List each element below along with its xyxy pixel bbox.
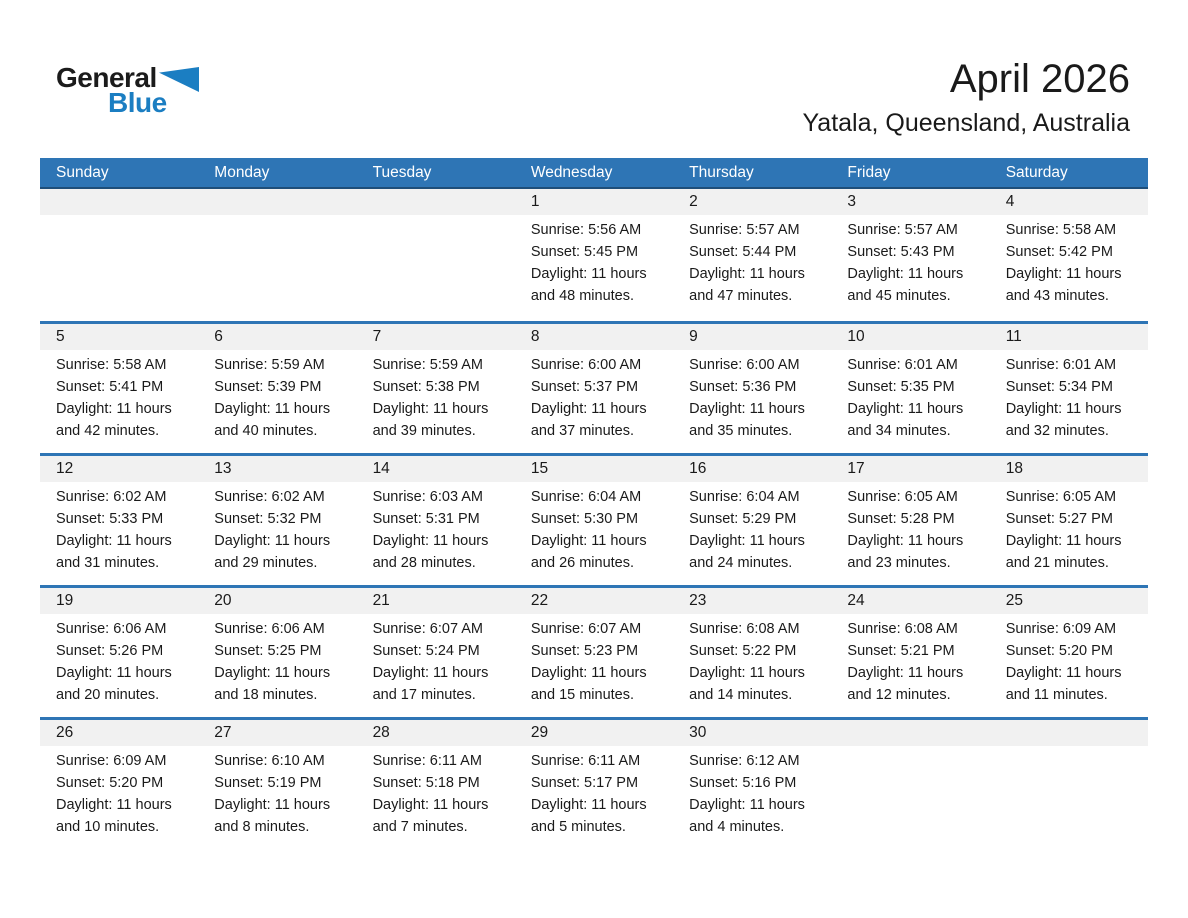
day-details <box>673 350 831 442</box>
day-details <box>198 350 356 442</box>
day-details <box>198 482 356 574</box>
day-number: 20 <box>198 588 356 614</box>
sunset-text: Sunset: 5:22 PM <box>689 643 797 659</box>
day-cell-1 <box>515 189 673 321</box>
daylight-text-line1: Daylight: 11 hours <box>689 266 805 282</box>
sunrise-text: Sunrise: 6:09 AM <box>1005 621 1117 637</box>
daylight-text-line1: Daylight: 11 hours <box>372 665 489 681</box>
day-details <box>357 215 515 219</box>
daylight-text-line1: Daylight: 11 hours <box>214 797 331 813</box>
day-cell-4 <box>990 189 1148 321</box>
day-cell-30 <box>673 720 831 849</box>
day-number: 17 <box>831 456 989 482</box>
empty-day-cell <box>357 189 515 321</box>
day-details <box>357 614 515 706</box>
daylight-text-line2: and 8 minutes. <box>214 819 310 835</box>
day-number: 6 <box>198 324 356 350</box>
day-number <box>198 189 356 215</box>
logo-line-2 <box>108 89 199 117</box>
day-number: 7 <box>357 324 515 350</box>
day-details <box>990 215 1148 307</box>
sunrise-text: Sunrise: 6:06 AM <box>214 621 325 637</box>
sunrise-text: Sunrise: 6:12 AM <box>689 753 800 769</box>
daylight-text-line2: and 31 minutes. <box>56 555 160 571</box>
empty-day-cell <box>990 720 1148 849</box>
day-number: 21 <box>357 588 515 614</box>
daylight-text-line1: Daylight: 11 hours <box>689 533 805 549</box>
day-number: 28 <box>357 720 515 746</box>
day-number: 25 <box>990 588 1148 614</box>
day-details <box>673 482 831 574</box>
sunset-text: Sunset: 5:43 PM <box>847 244 955 260</box>
day-number: 23 <box>673 588 831 614</box>
sunrise-text: Sunrise: 5:57 AM <box>689 222 800 238</box>
day-cell-15 <box>515 456 673 585</box>
day-cell-8 <box>515 324 673 453</box>
day-cell-29 <box>515 720 673 849</box>
sunset-text: Sunset: 5:44 PM <box>689 244 797 260</box>
day-details <box>198 614 356 706</box>
sunset-text: Sunset: 5:28 PM <box>847 511 955 527</box>
sunrise-text: Sunrise: 5:57 AM <box>847 222 958 238</box>
daylight-text-line1: Daylight: 11 hours <box>214 401 331 417</box>
daylight-text-line1: Daylight: 11 hours <box>847 665 964 681</box>
day-details <box>40 482 198 574</box>
general-blue-logo <box>56 64 199 117</box>
day-details <box>990 746 1148 750</box>
weekday-header-wednesday: Wednesday <box>530 164 613 181</box>
day-number: 4 <box>990 189 1148 215</box>
daylight-text-line1: Daylight: 11 hours <box>56 533 172 549</box>
day-details <box>357 482 515 574</box>
day-number: 13 <box>198 456 356 482</box>
sunrise-text: Sunrise: 6:01 AM <box>1005 357 1117 373</box>
sunset-text: Sunset: 5:25 PM <box>214 643 322 659</box>
daylight-text-line1: Daylight: 11 hours <box>372 797 489 813</box>
day-cell-6 <box>198 324 356 453</box>
day-details <box>357 746 515 838</box>
sunset-text: Sunset: 5:32 PM <box>214 511 322 527</box>
day-number: 19 <box>40 588 198 614</box>
day-details <box>673 746 831 838</box>
daylight-text-line2: and 40 minutes. <box>214 423 318 439</box>
location-subtitle: Yatala, Queensland, Australia <box>802 109 1130 137</box>
day-number <box>40 189 198 215</box>
daylight-text-line1: Daylight: 11 hours <box>56 401 172 417</box>
sunrise-text: Sunrise: 6:11 AM <box>530 753 641 769</box>
sunset-text: Sunset: 5:20 PM <box>56 775 164 791</box>
daylight-text-line2: and 10 minutes. <box>56 819 160 835</box>
sunset-text: Sunset: 5:18 PM <box>372 775 480 791</box>
sunrise-text: Sunrise: 6:05 AM <box>1005 489 1117 505</box>
sunset-text: Sunset: 5:37 PM <box>530 379 639 395</box>
title-block <box>802 58 1130 138</box>
page-header <box>40 0 1148 158</box>
week-row-2 <box>40 321 1148 453</box>
empty-day-cell <box>831 720 989 849</box>
day-details <box>831 614 989 706</box>
day-details <box>831 215 989 307</box>
day-cell-24 <box>831 588 989 717</box>
day-cell-21 <box>357 588 515 717</box>
sunset-text: Sunset: 5:19 PM <box>214 775 322 791</box>
daylight-text-line1: Daylight: 11 hours <box>847 533 964 549</box>
sunrise-text: Sunrise: 6:10 AM <box>214 753 325 769</box>
week-row-4 <box>40 585 1148 717</box>
day-cell-10 <box>831 324 989 453</box>
day-number: 1 <box>515 189 673 215</box>
day-cell-5 <box>40 324 198 453</box>
day-cell-9 <box>673 324 831 453</box>
daylight-text-line2: and 26 minutes. <box>530 555 635 571</box>
daylight-text-line2: and 48 minutes. <box>530 288 635 304</box>
month-title: April 2026 <box>949 57 1130 101</box>
sunrise-text: Sunrise: 6:07 AM <box>530 621 642 637</box>
daylight-text-line2: and 42 minutes. <box>56 423 160 439</box>
day-details <box>357 350 515 442</box>
day-cell-13 <box>198 456 356 585</box>
daylight-text-line1: Daylight: 11 hours <box>372 401 489 417</box>
day-number: 29 <box>515 720 673 746</box>
day-details <box>198 746 356 838</box>
daylight-text-line2: and 11 minutes. <box>1005 687 1108 703</box>
daylight-text-line2: and 39 minutes. <box>372 423 476 439</box>
day-cell-18 <box>990 456 1148 585</box>
day-cell-28 <box>357 720 515 849</box>
sunset-text: Sunset: 5:42 PM <box>1005 244 1113 260</box>
week-row-5 <box>40 717 1148 849</box>
day-details <box>40 746 198 838</box>
day-cell-27 <box>198 720 356 849</box>
calendar-weeks <box>40 189 1148 849</box>
sunrise-text: Sunrise: 6:04 AM <box>689 489 800 505</box>
day-details <box>40 614 198 706</box>
daylight-text-line2: and 45 minutes. <box>847 288 951 304</box>
daylight-text-line1: Daylight: 11 hours <box>689 797 805 813</box>
day-cell-2 <box>673 189 831 321</box>
sunrise-text: Sunrise: 6:00 AM <box>689 357 800 373</box>
sunrise-text: Sunrise: 5:58 AM <box>1005 222 1117 238</box>
weekday-header-saturday: Saturday <box>1005 164 1068 181</box>
daylight-text-line2: and 18 minutes. <box>214 687 318 703</box>
daylight-text-line2: and 47 minutes. <box>689 288 793 304</box>
daylight-text-line2: and 12 minutes. <box>847 687 951 703</box>
daylight-text-line2: and 28 minutes. <box>372 555 476 571</box>
daylight-text-line1: Daylight: 11 hours <box>530 665 647 681</box>
day-number: 11 <box>990 324 1148 350</box>
day-details <box>40 350 198 442</box>
day-number: 22 <box>515 588 673 614</box>
day-details <box>673 614 831 706</box>
sunrise-text: Sunrise: 6:02 AM <box>56 489 167 505</box>
weekday-header-monday: Monday <box>214 164 270 181</box>
day-details <box>515 614 673 706</box>
weekday-header-sunday: Sunday <box>56 164 109 181</box>
sunset-text: Sunset: 5:35 PM <box>847 379 955 395</box>
day-cell-19 <box>40 588 198 717</box>
sunrise-text: Sunrise: 6:01 AM <box>847 357 958 373</box>
day-number: 24 <box>831 588 989 614</box>
sunset-text: Sunset: 5:20 PM <box>1005 643 1113 659</box>
daylight-text-line1: Daylight: 11 hours <box>56 665 172 681</box>
day-number: 15 <box>515 456 673 482</box>
day-number <box>831 720 989 746</box>
daylight-text-line2: and 5 minutes. <box>530 819 626 835</box>
daylight-text-line2: and 32 minutes. <box>1005 423 1109 439</box>
weekday-header-friday: Friday <box>847 164 891 181</box>
weekday-header-row <box>40 158 1148 189</box>
daylight-text-line2: and 43 minutes. <box>1005 288 1109 304</box>
daylight-text-line2: and 4 minutes. <box>689 819 785 835</box>
day-details <box>673 215 831 307</box>
day-cell-16 <box>673 456 831 585</box>
daylight-text-line2: and 7 minutes. <box>372 819 468 835</box>
sunrise-text: Sunrise: 6:11 AM <box>372 753 482 769</box>
daylight-text-line1: Daylight: 11 hours <box>214 665 331 681</box>
day-number: 27 <box>198 720 356 746</box>
daylight-text-line2: and 29 minutes. <box>214 555 318 571</box>
sunrise-text: Sunrise: 5:59 AM <box>372 357 483 373</box>
daylight-text-line1: Daylight: 11 hours <box>530 533 647 549</box>
sunset-text: Sunset: 5:36 PM <box>689 379 797 395</box>
daylight-text-line1: Daylight: 11 hours <box>689 401 805 417</box>
daylight-text-line1: Daylight: 11 hours <box>56 797 172 813</box>
sunset-text: Sunset: 5:27 PM <box>1005 511 1113 527</box>
day-details <box>990 350 1148 442</box>
day-details <box>515 746 673 838</box>
day-details <box>831 350 989 442</box>
day-details <box>515 482 673 574</box>
day-number: 26 <box>40 720 198 746</box>
daylight-text-line2: and 15 minutes. <box>530 687 635 703</box>
daylight-text-line2: and 24 minutes. <box>689 555 793 571</box>
day-number: 2 <box>673 189 831 215</box>
daylight-text-line1: Daylight: 11 hours <box>1005 665 1122 681</box>
daylight-text-line2: and 17 minutes. <box>372 687 476 703</box>
logo-text-blue: Blue <box>108 87 167 118</box>
sunrise-text: Sunrise: 6:04 AM <box>530 489 642 505</box>
weekday-header-thursday: Thursday <box>689 164 754 181</box>
sunset-text: Sunset: 5:31 PM <box>372 511 480 527</box>
day-cell-3 <box>831 189 989 321</box>
sunrise-text: Sunrise: 6:02 AM <box>214 489 325 505</box>
daylight-text-line2: and 35 minutes. <box>689 423 793 439</box>
sunrise-text: Sunrise: 6:05 AM <box>847 489 958 505</box>
daylight-text-line2: and 37 minutes. <box>530 423 635 439</box>
daylight-text-line1: Daylight: 11 hours <box>214 533 331 549</box>
day-details <box>831 746 989 750</box>
day-number: 30 <box>673 720 831 746</box>
day-number <box>357 189 515 215</box>
day-number: 18 <box>990 456 1148 482</box>
sunrise-text: Sunrise: 5:58 AM <box>56 357 167 373</box>
day-number: 8 <box>515 324 673 350</box>
sunset-text: Sunset: 5:17 PM <box>530 775 639 791</box>
weekday-header-tuesday: Tuesday <box>372 164 432 181</box>
day-number: 10 <box>831 324 989 350</box>
sunrise-text: Sunrise: 5:59 AM <box>214 357 325 373</box>
logo-text-general: General <box>56 62 157 93</box>
daylight-text-line1: Daylight: 11 hours <box>847 401 964 417</box>
sunset-text: Sunset: 5:30 PM <box>530 511 639 527</box>
sunrise-text: Sunrise: 6:08 AM <box>847 621 958 637</box>
day-number: 14 <box>357 456 515 482</box>
day-cell-26 <box>40 720 198 849</box>
day-number: 16 <box>673 456 831 482</box>
sunset-text: Sunset: 5:23 PM <box>530 643 639 659</box>
sunset-text: Sunset: 5:24 PM <box>372 643 480 659</box>
sunrise-text: Sunrise: 6:03 AM <box>372 489 483 505</box>
daylight-text-line1: Daylight: 11 hours <box>1005 266 1122 282</box>
daylight-text-line1: Daylight: 11 hours <box>1005 401 1122 417</box>
day-number: 12 <box>40 456 198 482</box>
sunset-text: Sunset: 5:34 PM <box>1005 379 1113 395</box>
day-cell-7 <box>357 324 515 453</box>
sunrise-text: Sunrise: 6:06 AM <box>56 621 167 637</box>
daylight-text-line1: Daylight: 11 hours <box>372 533 489 549</box>
sunset-text: Sunset: 5:38 PM <box>372 379 480 395</box>
sunrise-text: Sunrise: 6:08 AM <box>689 621 800 637</box>
daylight-text-line1: Daylight: 11 hours <box>530 401 647 417</box>
sunset-text: Sunset: 5:16 PM <box>689 775 797 791</box>
sunrise-text: Sunrise: 6:09 AM <box>56 753 167 769</box>
sunset-text: Sunset: 5:39 PM <box>214 379 322 395</box>
day-number: 9 <box>673 324 831 350</box>
daylight-text-line2: and 34 minutes. <box>847 423 951 439</box>
day-cell-11 <box>990 324 1148 453</box>
daylight-text-line2: and 20 minutes. <box>56 687 160 703</box>
daylight-text-line2: and 23 minutes. <box>847 555 951 571</box>
day-number <box>990 720 1148 746</box>
sunset-text: Sunset: 5:29 PM <box>689 511 797 527</box>
week-row-3 <box>40 453 1148 585</box>
empty-day-cell <box>198 189 356 321</box>
day-details <box>990 482 1148 574</box>
daylight-text-line1: Daylight: 11 hours <box>689 665 805 681</box>
day-details <box>515 350 673 442</box>
daylight-text-line1: Daylight: 11 hours <box>847 266 964 282</box>
day-cell-17 <box>831 456 989 585</box>
sunset-text: Sunset: 5:41 PM <box>56 379 164 395</box>
day-cell-22 <box>515 588 673 717</box>
day-details <box>515 215 673 307</box>
day-details <box>40 215 198 219</box>
calendar-table <box>40 158 1148 849</box>
week-row-1 <box>40 189 1148 321</box>
daylight-text-line1: Daylight: 11 hours <box>530 797 647 813</box>
sunset-text: Sunset: 5:26 PM <box>56 643 164 659</box>
day-cell-23 <box>673 588 831 717</box>
sunset-text: Sunset: 5:33 PM <box>56 511 164 527</box>
sunset-text: Sunset: 5:21 PM <box>847 643 955 659</box>
sunrise-text: Sunrise: 5:56 AM <box>530 222 642 238</box>
empty-day-cell <box>40 189 198 321</box>
day-cell-20 <box>198 588 356 717</box>
day-cell-14 <box>357 456 515 585</box>
sunrise-text: Sunrise: 6:00 AM <box>530 357 642 373</box>
sunset-text: Sunset: 5:45 PM <box>530 244 639 260</box>
daylight-text-line2: and 21 minutes. <box>1005 555 1109 571</box>
day-details <box>990 614 1148 706</box>
daylight-text-line1: Daylight: 11 hours <box>1005 533 1122 549</box>
day-number: 3 <box>831 189 989 215</box>
day-details <box>198 215 356 219</box>
daylight-text-line2: and 14 minutes. <box>689 687 793 703</box>
day-details <box>831 482 989 574</box>
sunrise-text: Sunrise: 6:07 AM <box>372 621 483 637</box>
daylight-text-line1: Daylight: 11 hours <box>530 266 647 282</box>
day-cell-12 <box>40 456 198 585</box>
day-number: 5 <box>40 324 198 350</box>
day-cell-25 <box>990 588 1148 717</box>
